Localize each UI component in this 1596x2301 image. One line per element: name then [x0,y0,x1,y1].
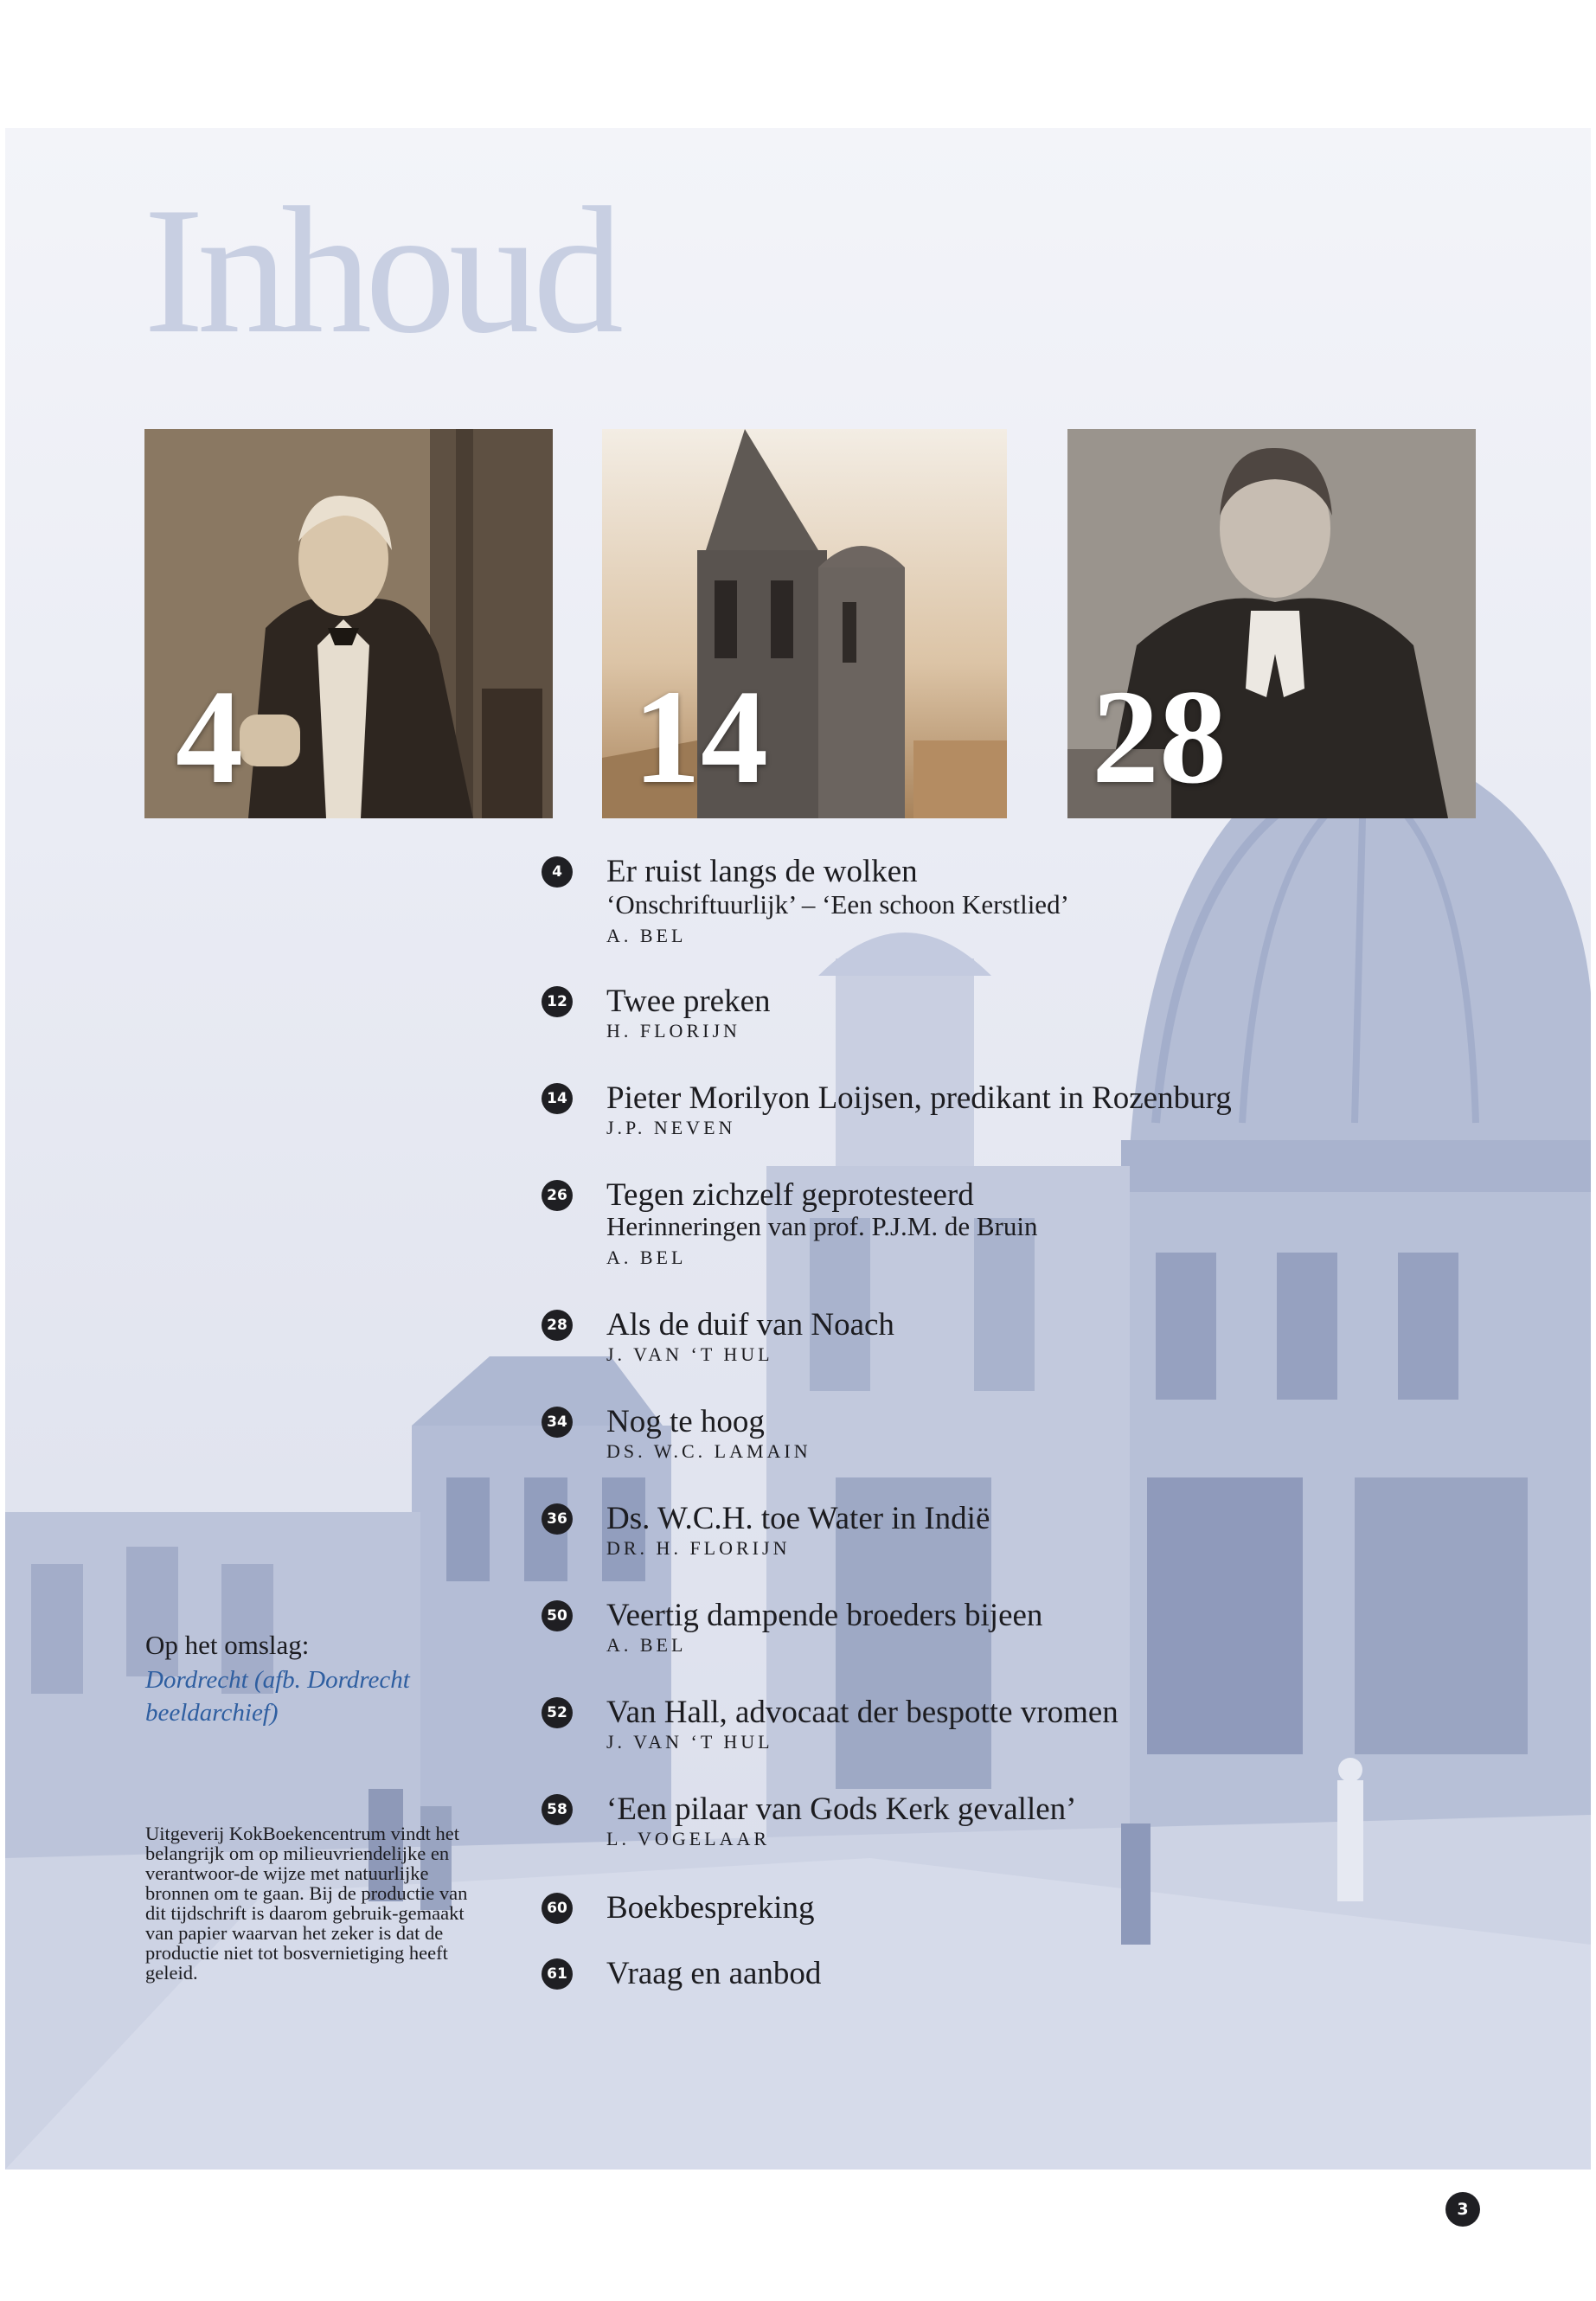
page-badge: 60 [542,1893,573,1924]
page-badge: 34 [542,1407,573,1438]
entry-author: DR. H. FLORIJN [606,1537,791,1559]
page-badge: 36 [542,1503,573,1535]
page-badge: 4 [542,856,573,888]
entry-title: Als de duif van Noach [606,1307,894,1343]
page-badge: 28 [542,1310,573,1341]
entry-title: Twee preken [606,984,771,1019]
entry-title: Pieter Morilyon Loijsen, predikant in Rozenburg [606,1080,1232,1116]
entry-author: J. VAN ‘T HUL [606,1731,773,1753]
page-background [5,128,1591,2219]
cover-label: Op het omslag: [145,1630,310,1660]
entry-author: J. VAN ‘T HUL [606,1343,773,1365]
feature-photo-14[interactable] [602,429,1007,818]
entry-author: A. BEL [606,1247,687,1268]
page-badge: 12 [542,986,573,1017]
entry-title: Tegen zichzelf geprotesteerd [606,1177,974,1213]
entry-author: J.P. NEVEN [606,1117,736,1138]
entry-title: Er ruist langs de wolken [606,854,918,889]
cover-caption: Dordrecht (afb. Dordrecht beeldarchief) [145,1666,410,1727]
entry-title: ‘Een pilaar van Gods Kerk gevallen’ [606,1791,1077,1827]
entry-title: Boekbespreking [606,1890,815,1926]
entry-title: Nog te hoog [606,1404,765,1439]
page-badge: 58 [542,1794,573,1825]
entry-subtitle: Herinneringen van prof. P.J.M. de Bruin [606,1211,1038,1241]
entry-author: H. FLORIJN [606,1020,740,1042]
page-title: Inhoud [144,170,617,371]
page-badge: 61 [542,1958,573,1990]
page-badge: 14 [542,1083,573,1114]
entry-author: A. BEL [606,925,687,946]
entry-author: DS. W.C. LAMAIN [606,1440,811,1462]
page-badge: 50 [542,1600,573,1631]
feature-number: 4 [176,662,243,811]
page-number-badge: 3 [1445,2192,1480,2227]
entry-title: Van Hall, advocaat der bespotte vromen [606,1695,1118,1730]
feature-photo-28[interactable] [1067,429,1476,818]
entry-title: Veertig dampende broeders bijeen [606,1598,1043,1633]
entry-author: L. VOGELAAR [606,1828,771,1849]
feature-photo-4[interactable] [144,429,553,818]
entry-subtitle: ‘Onschriftuurlijk’ – ‘Een schoon Kerstlied’ [606,889,1069,920]
entry-title: Vraag en aanbod [606,1956,822,1991]
feature-number: 14 [633,662,768,811]
entry-title: Ds. W.C.H. toe Water in Indië [606,1501,990,1536]
feature-number: 28 [1092,662,1227,811]
page-badge: 52 [542,1697,573,1728]
page-badge: 26 [542,1180,573,1211]
publisher-note: Uitgeverij KokBoekencentrum vindt het belangrijk om op milieuvriendelijke en verantwoor-de wijze met natuurlijke bronnen om te gaan. Bij de productie van dit tijdschrift is daarom gebruik-gemaakt van papier waarvan het zeker is dat de productie niet tot bosvernietiging heeft geleid. [145,1823,468,1984]
entry-author: A. BEL [606,1634,687,1656]
